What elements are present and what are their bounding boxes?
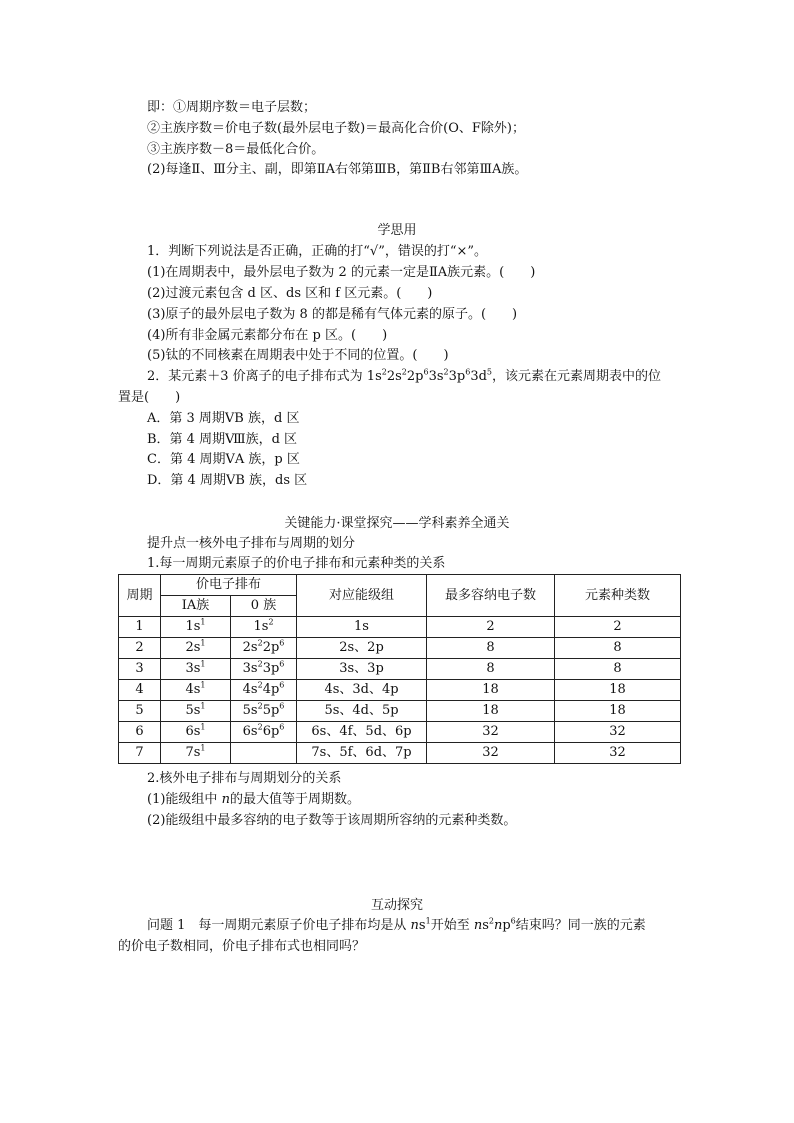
q2-option-a: A．第 3 周期ⅤB 族，d 区 [147, 411, 300, 426]
table-row [119, 659, 681, 680]
cell-group-0: $2s^22p^6$ [231, 638, 297, 659]
cell-group-1a: $6s^1$ [161, 722, 231, 743]
cell-group-1a: $4s^1$ [161, 680, 231, 701]
cell-max-electrons: 2 [427, 617, 555, 638]
cell-max-electrons: 8 [427, 638, 555, 659]
periods-table [118, 574, 681, 764]
cell-group-0: $5s^25p^6$ [231, 701, 297, 722]
question-2-continued: 置是( ) [118, 390, 181, 405]
cell-max-electrons: 32 [427, 743, 555, 764]
cell-group-1a: $5s^1$ [161, 701, 231, 722]
header-group-0: 0 族 [231, 596, 297, 617]
header-kinds: 元素种类数 [555, 575, 681, 617]
intro-line-2: ②主族序数＝价电子数(最外层电子数)＝最高化合价(O、F除外)； [147, 121, 525, 136]
cell-group-1a: $1s^1$ [161, 617, 231, 638]
intro-line-1: 即：①周期序数＝电子层数； [147, 100, 317, 115]
header-levels: 对应能级组 [297, 575, 427, 617]
cell-kinds: 18 [555, 701, 681, 722]
explore-heading: 互动探究 [370, 898, 423, 913]
relation-point-1: (1)能级组中 n的最大值等于周期数。 [147, 792, 360, 807]
section-heading: 关键能力·课堂探究——学科素养全通关 [284, 516, 510, 531]
q1-item-5: (5)钛的不同核素在周期表中处于不同的位置。( ) [147, 348, 449, 363]
cell-levels: 5s、4d、5p [297, 701, 427, 722]
explore-question-1: 问题 1 每一周期元素原子价电子排布均是从 $ns^1$开始至 $ns^2np^6$结束吗？同一族的元素 [147, 916, 646, 933]
header-group-1a: ⅠA族 [161, 596, 231, 617]
cell-group-0 [231, 743, 297, 764]
cell-group-0: $4s^24p^6$ [231, 680, 297, 701]
question-2: 2．某元素＋3 价离子的电子排布式为 $1s^22s^22p^63s^23p^63d^5$，该元素在元素周期表中的位 [147, 367, 662, 384]
practice-heading: 学思用 [377, 223, 417, 238]
intro-line-3: ③主族序数－8＝最低化合价。 [147, 142, 325, 157]
cell-period: 7 [119, 743, 161, 764]
explore-question-1-continued: 的价电子数相同，价电子排布式也相同吗？ [118, 939, 366, 954]
q2-option-c: C．第 4 周期ⅤA 族，p 区 [147, 452, 300, 467]
table-row [119, 680, 681, 701]
q1-item-4: (4)所有非金属元素都分布在 p 区。( ) [147, 328, 388, 343]
question-1: 1．判断下列说法是否正确，正确的打“√”，错误的打“×”。 [147, 244, 488, 259]
cell-group-1a: $3s^1$ [161, 659, 231, 680]
table-caption: 1.每一周期元素原子的价电子排布和元素种类的关系 [147, 556, 446, 571]
cell-period: 3 [119, 659, 161, 680]
q2-option-b: B．第 4 周期Ⅷ族，d 区 [147, 432, 298, 447]
cell-group-0: $6s^26p^6$ [231, 722, 297, 743]
cell-levels: 3s、3p [297, 659, 427, 680]
section-subheading: 提升点一核外电子排布与周期的划分 [147, 536, 356, 551]
cell-max-electrons: 18 [427, 680, 555, 701]
q2-option-d: D．第 4 周期ⅤB 族，ds 区 [147, 473, 308, 488]
cell-max-electrons: 32 [427, 722, 555, 743]
cell-max-electrons: 8 [427, 659, 555, 680]
header-max-electrons: 最多容纳电子数 [427, 575, 555, 617]
cell-period: 2 [119, 638, 161, 659]
cell-kinds: 8 [555, 638, 681, 659]
cell-group-1a: $2s^1$ [161, 638, 231, 659]
cell-kinds: 8 [555, 659, 681, 680]
header-period: 周期 [119, 575, 161, 617]
relation-title: 2.核外电子排布与周期划分的关系 [147, 771, 342, 786]
header-valence: 价电子排布 [161, 575, 297, 596]
table-row [119, 638, 681, 659]
cell-levels: 2s、2p [297, 638, 427, 659]
cell-period: 1 [119, 617, 161, 638]
table-row [119, 743, 681, 764]
cell-levels: 1s [297, 617, 427, 638]
cell-period: 6 [119, 722, 161, 743]
cell-group-0: $1s^2$ [231, 617, 297, 638]
q1-item-1: (1)在周期表中，最外层电子数为 2 的元素一定是ⅡA族元素。( ) [147, 265, 536, 280]
cell-group-1a: $7s^1$ [161, 743, 231, 764]
relation-point-2: (2)能级组中最多容纳的电子数等于该周期所容纳的元素种类数。 [147, 813, 517, 828]
cell-kinds: 2 [555, 617, 681, 638]
cell-levels: 7s、5f、6d、7p [297, 743, 427, 764]
cell-kinds: 32 [555, 743, 681, 764]
cell-max-electrons: 18 [427, 701, 555, 722]
q1-item-2: (2)过渡元素包含 d 区、ds 区和 f 区元素。( ) [147, 286, 433, 301]
cell-period: 5 [119, 701, 161, 722]
cell-period: 4 [119, 680, 161, 701]
cell-kinds: 18 [555, 680, 681, 701]
table-row [119, 617, 681, 638]
cell-levels: 4s、3d、4p [297, 680, 427, 701]
cell-levels: 6s、4f、5d、6p [297, 722, 427, 743]
table-row [119, 722, 681, 743]
cell-kinds: 32 [555, 722, 681, 743]
intro-line-4: (2)每逢Ⅱ、Ⅲ分主、副，即第ⅡA右邻第ⅢB，第ⅡB右邻第ⅢA族。 [147, 162, 528, 177]
table-row [119, 701, 681, 722]
q1-item-3: (3)原子的最外层电子数为 8 的都是稀有气体元素的原子。( ) [147, 307, 518, 322]
cell-group-0: $3s^23p^6$ [231, 659, 297, 680]
